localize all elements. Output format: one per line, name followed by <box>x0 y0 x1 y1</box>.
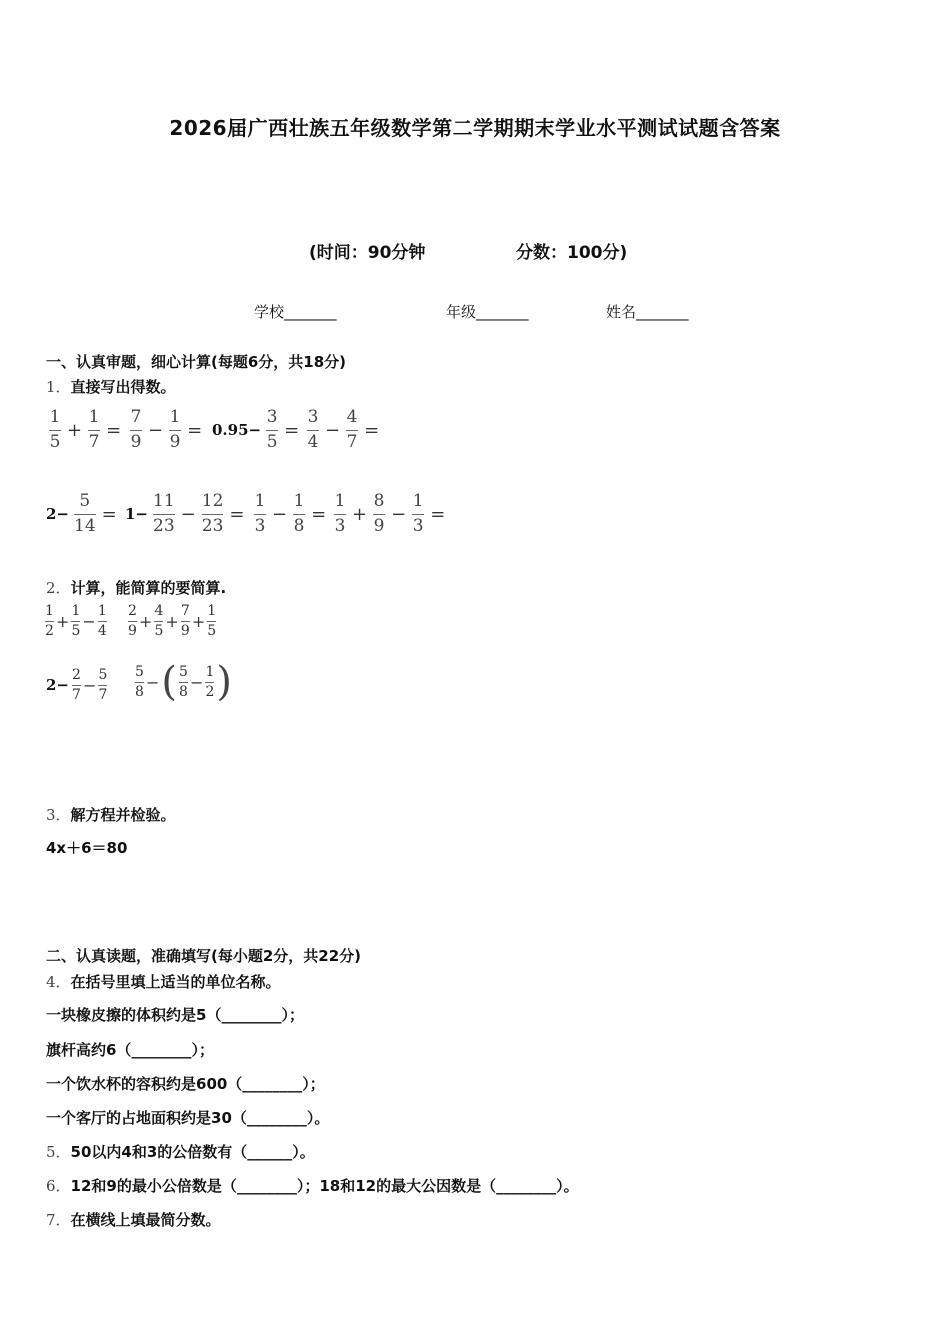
numerator: 1 <box>49 407 61 427</box>
fraction <box>153 493 175 536</box>
exam-score: 分数：100分) <box>516 243 628 263</box>
fraction-bar <box>334 514 346 515</box>
fraction-bar <box>128 621 137 622</box>
numerator: 1 <box>334 491 346 511</box>
denominator: 8 <box>135 683 144 700</box>
operator: − <box>272 503 288 525</box>
operator: + <box>139 611 153 631</box>
numerator: 1 <box>97 603 107 619</box>
operator: = <box>101 503 117 525</box>
operator: − <box>325 419 341 441</box>
fraction <box>71 604 80 638</box>
denominator: 9 <box>373 515 385 536</box>
denominator: 4 <box>307 431 319 452</box>
number-term: 0.95− <box>212 421 262 440</box>
fraction <box>135 665 144 699</box>
fraction-bar <box>181 621 190 622</box>
question-number: 4． <box>46 973 71 991</box>
operator: = <box>284 419 300 441</box>
question-4 <box>46 971 281 992</box>
numerator: 5 <box>179 663 188 680</box>
fraction <box>293 493 305 536</box>
question-number: 5． <box>46 1143 71 1161</box>
denominator: 3 <box>254 515 266 536</box>
expression <box>46 668 108 702</box>
numerator: 1 <box>88 407 100 427</box>
numerator: 3 <box>266 407 278 427</box>
numerator: 5 <box>79 491 91 511</box>
expression <box>125 493 247 536</box>
fraction <box>373 493 385 536</box>
numerator: 7 <box>180 603 190 619</box>
expression <box>212 409 302 452</box>
fraction-bar <box>205 682 214 683</box>
numerator: 11 <box>153 491 175 511</box>
fraction-bar <box>49 430 61 431</box>
fraction-bar <box>412 514 424 515</box>
operator: − <box>190 672 204 692</box>
expression <box>46 493 120 536</box>
fraction-bar <box>135 682 144 683</box>
denominator: 23 <box>153 515 175 536</box>
numerator: 2 <box>128 603 137 619</box>
number-term: 1− <box>125 505 149 524</box>
fraction-bar <box>207 621 216 622</box>
fraction-bar <box>307 430 319 431</box>
fraction <box>72 668 81 702</box>
fraction <box>130 409 142 452</box>
denominator: 5 <box>71 622 81 639</box>
fraction-bar <box>45 621 54 622</box>
fraction <box>74 493 96 536</box>
number-term: 2− <box>46 505 70 524</box>
operator: − <box>146 672 160 692</box>
question-5 <box>46 1141 315 1162</box>
fraction-bar <box>293 514 305 515</box>
numerator: 4 <box>346 407 358 427</box>
page-title: 2026届广西壮族五年级数学第二学期期末学业水平测试试题含答案 <box>169 116 781 140</box>
operator: = <box>106 419 122 441</box>
denominator: 7 <box>72 686 81 703</box>
question-text: 计算，能简算的要简算. <box>70 579 227 597</box>
question-text: 在括号里填上适当的单位名称。 <box>70 973 281 991</box>
fraction <box>207 604 216 638</box>
section-2-heading: 二、认真读题，准确填写(每小题2分，共22分) <box>46 947 362 965</box>
numerator: 1 <box>205 663 215 680</box>
numerator: 1 <box>293 491 305 511</box>
question-number: 6． <box>46 1177 71 1195</box>
fraction-bar <box>169 430 181 431</box>
operator: − <box>82 611 96 631</box>
numerator: 3 <box>307 407 319 427</box>
fraction-bar <box>254 514 266 515</box>
fraction-bar <box>88 430 100 431</box>
parenthesis: ) <box>216 659 233 705</box>
denominator: 9 <box>169 431 181 452</box>
operator: − <box>391 503 407 525</box>
numerator: 8 <box>373 491 385 511</box>
fill-blank-line: 一块橡皮擦的体积约是5（________）； <box>46 1006 304 1024</box>
question-1 <box>46 376 176 397</box>
parenthesis: ( <box>161 659 178 705</box>
question-text: 12和9的最小公倍数是（________）；18和12的最大公因数是（________）。 <box>70 1177 579 1195</box>
operator: = <box>187 419 203 441</box>
fraction <box>88 409 100 452</box>
fraction <box>346 409 358 452</box>
question-number: 2． <box>46 579 71 597</box>
fraction <box>169 409 181 452</box>
question-2 <box>46 577 226 598</box>
fraction-bar <box>154 621 163 622</box>
fraction <box>128 604 137 638</box>
fraction-bar <box>266 430 278 431</box>
expression <box>44 604 108 638</box>
denominator: 23 <box>201 515 224 536</box>
number-term: 2− <box>46 676 70 695</box>
section-1-heading: 一、认真审题，细心计算(每题6分，共18分) <box>46 353 347 371</box>
numerator: 1 <box>254 491 266 511</box>
operator: − <box>180 503 196 525</box>
fraction <box>98 604 107 638</box>
operator: = <box>229 503 245 525</box>
operator: = <box>311 503 327 525</box>
operator: + <box>56 611 70 631</box>
numerator: 5 <box>98 667 108 683</box>
denominator: 9 <box>180 622 190 639</box>
expression <box>134 659 233 705</box>
fraction <box>154 604 163 638</box>
fraction-bar <box>153 514 175 515</box>
denominator: 5 <box>49 431 61 452</box>
denominator: 7 <box>346 431 358 452</box>
question-number: 7． <box>46 1211 71 1229</box>
denominator: 4 <box>97 622 107 639</box>
fraction-bar <box>346 430 358 431</box>
question-7 <box>46 1209 221 1230</box>
question-text: 在横线上填最简分数。 <box>70 1211 221 1229</box>
denominator: 3 <box>334 515 346 536</box>
numerator: 1 <box>71 603 81 619</box>
fraction-bar <box>130 430 142 431</box>
question-3 <box>46 804 176 825</box>
grade-field: 年级_______ <box>446 303 529 321</box>
numerator: 7 <box>130 407 142 427</box>
denominator: 7 <box>88 431 100 452</box>
fraction <box>49 409 61 452</box>
fraction <box>334 493 346 536</box>
numerator: 1 <box>169 407 181 427</box>
fraction-bar <box>98 685 107 686</box>
denominator: 5 <box>154 622 164 639</box>
denominator: 5 <box>266 431 278 452</box>
fraction <box>307 409 319 452</box>
fill-blank-line: 一个客厅的占地面积约是30（________）。 <box>46 1109 330 1127</box>
fraction-bar <box>74 514 96 515</box>
expression <box>127 409 205 452</box>
operator: + <box>352 503 368 525</box>
school-field: 学校_______ <box>254 303 337 321</box>
fraction-bar <box>179 682 188 683</box>
fraction-bar <box>71 621 80 622</box>
fraction <box>179 665 188 699</box>
expression <box>304 409 382 452</box>
numerator: 1 <box>207 603 217 619</box>
fraction-bar <box>373 514 385 515</box>
fill-blank-line: 一个饮水杯的容积约是600（________）； <box>46 1075 325 1093</box>
fraction <box>98 668 107 702</box>
denominator: 9 <box>130 431 142 452</box>
fraction <box>181 604 190 638</box>
expression <box>46 409 124 452</box>
numerator: 2 <box>72 667 81 683</box>
expression <box>331 493 448 536</box>
operator: + <box>165 611 179 631</box>
numerator: 5 <box>135 663 144 680</box>
denominator: 9 <box>128 622 137 639</box>
denominator: 3 <box>412 515 424 536</box>
fraction <box>412 493 424 536</box>
numerator: 12 <box>201 491 224 511</box>
fraction-bar <box>72 685 81 686</box>
operator: + <box>67 419 83 441</box>
question-number: 3． <box>46 806 71 824</box>
expression <box>251 493 329 536</box>
operator: − <box>148 419 164 441</box>
fraction-bar <box>202 514 224 515</box>
question-text: 直接写出得数。 <box>70 378 176 396</box>
equation: 4x＋6＝80 <box>46 839 128 857</box>
denominator: 2 <box>45 622 54 639</box>
operator: + <box>191 611 206 631</box>
operator: = <box>364 419 380 441</box>
expression <box>127 604 217 638</box>
question-text: 50以内4和3的公倍数有（______）。 <box>70 1143 315 1161</box>
fraction-bar <box>98 621 107 622</box>
numerator: 1 <box>412 491 424 511</box>
denominator: 5 <box>207 622 217 639</box>
fraction <box>202 493 224 536</box>
fraction <box>254 493 266 536</box>
numerator: 4 <box>154 603 164 619</box>
fraction <box>205 665 214 699</box>
fraction <box>45 604 54 638</box>
denominator: 14 <box>74 515 96 536</box>
exam-time: (时间：90分钟 <box>309 243 426 263</box>
operator: − <box>83 675 97 695</box>
question-text: 解方程并检验。 <box>70 806 176 824</box>
question-6 <box>46 1175 579 1196</box>
operator: = <box>430 503 446 525</box>
fill-blank-line: 旗杆高约6（________）； <box>46 1041 214 1059</box>
denominator: 8 <box>179 683 188 700</box>
name-field: 姓名_______ <box>606 303 689 321</box>
numerator: 1 <box>45 603 54 619</box>
denominator: 7 <box>98 686 108 703</box>
question-number: 1． <box>46 378 71 396</box>
fraction <box>266 409 278 452</box>
denominator: 8 <box>293 515 305 536</box>
denominator: 2 <box>205 683 215 700</box>
